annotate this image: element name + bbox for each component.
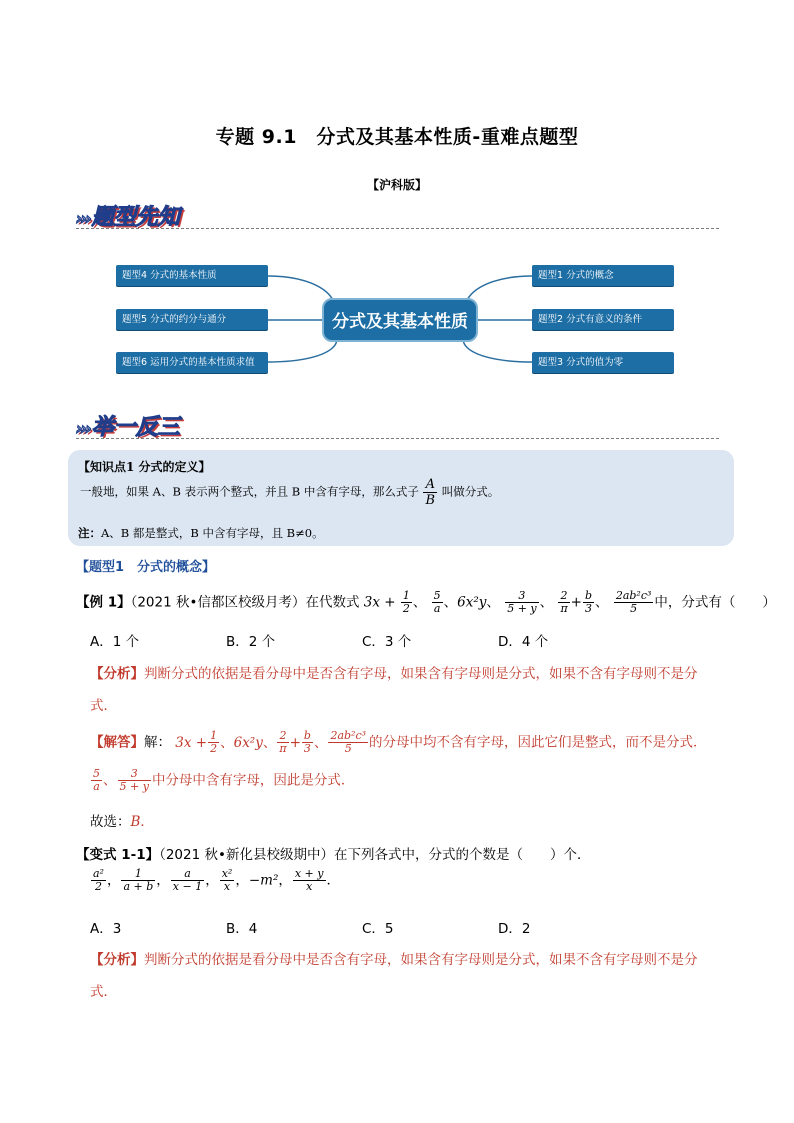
conclusion-answer: B <box>130 814 141 830</box>
banner-text: 举一反三 <box>91 415 180 440</box>
frac-numerator: 2ab²c³ <box>615 589 652 602</box>
variant-label: 【变式 1-1】 <box>76 847 160 863</box>
knowledge-note <box>78 525 324 541</box>
frac-numerator: A <box>423 477 437 493</box>
frac-denominator: 5 + y <box>507 602 537 615</box>
frac-denominator: x <box>223 880 231 893</box>
separator: 、 <box>595 594 609 611</box>
plus-sign: + <box>289 734 301 751</box>
example-label: 【例 1】 <box>76 594 131 611</box>
frac-denominator: 5 <box>344 742 352 755</box>
frac-denominator: a <box>93 780 100 793</box>
frac-5-a <box>91 768 102 793</box>
frac-a2-2 <box>91 868 106 893</box>
answer-prefix: 解： <box>144 734 171 751</box>
frac-numerator: 1 <box>121 868 155 881</box>
expr-6x2y: 6x²y <box>457 594 487 611</box>
frac-denominator: π <box>560 602 568 615</box>
option-b[interactable]: B．4 <box>226 921 258 937</box>
option-c[interactable]: C．5 <box>362 921 394 937</box>
knowledge-title: 【知识点1 分式的定义】 <box>78 460 211 474</box>
frac-numerator: a <box>171 868 204 881</box>
frac-numerator: a² <box>93 867 104 880</box>
example-1-answer-line2 <box>90 768 354 793</box>
answer-label: 【解答】 <box>90 734 144 751</box>
separator: 、 <box>412 594 427 611</box>
frac-a-x1 <box>171 868 204 893</box>
edition-label: 【沪科版】 <box>366 178 427 192</box>
option-b[interactable]: B．2 个 <box>226 634 276 650</box>
frac-2-pi <box>558 590 569 615</box>
mindmap-node-type3: 题型3 分式的值为零 <box>532 352 674 373</box>
variant-1-1-expressions <box>90 868 340 893</box>
frac-denominator: 3 <box>303 742 311 755</box>
frac-numerator: 3 <box>505 590 538 603</box>
frac-denominator: 2 <box>94 880 102 893</box>
frac-numerator: 3 <box>118 768 151 781</box>
frac-2-pi <box>277 730 288 755</box>
frac-b-3 <box>583 590 594 615</box>
expr-3x: 3x + <box>363 594 396 611</box>
frac-1-2 <box>401 590 412 615</box>
frac-numerator: x² <box>221 867 233 880</box>
expr-6x2y: 6x²y <box>233 734 263 751</box>
frac-3-5y <box>118 768 151 793</box>
frac-5-a <box>432 590 443 615</box>
example-1-analysis-cont: 式． <box>90 698 117 714</box>
mindmap-node-type6: 题型6 运用分式的基本性质求值 <box>116 352 268 373</box>
frac-denominator: B <box>425 493 436 508</box>
frac-1-ab <box>121 868 155 893</box>
plus-sign: + <box>570 594 582 611</box>
frac-2ab2c3-5 <box>614 590 654 615</box>
analysis-label: 【分析】 <box>90 666 144 682</box>
mindmap-node-type5: 题型5 分式的约分与通分 <box>116 309 268 330</box>
frac-x2-x <box>220 868 235 893</box>
example-tail: 中，分式有（ ） <box>654 594 776 611</box>
separator: 、 <box>313 734 328 751</box>
frac-numerator: 5 <box>433 589 441 602</box>
variant-1-1-analysis-cont: 式． <box>90 984 117 1000</box>
frac-denominator: x <box>306 880 313 893</box>
example-1-question <box>76 590 776 615</box>
period: ． <box>326 872 340 889</box>
answer-tail: 的分母中均不含有字母，因此它们是整式，而不是分式． <box>369 734 707 751</box>
analysis-text: 判断分式的依据是看分母中是否含有字母，如果含有字母则是分式，如果不含有字母则不是分 <box>144 952 698 968</box>
frac-numerator: 2 <box>277 730 288 743</box>
variant-source: （2021 秋•新化县校级期中）在下列各式中，分式的个数是（ ）个． <box>159 847 591 863</box>
example-1-analysis <box>90 662 698 682</box>
conclusion-prefix: 故选： <box>90 814 131 830</box>
frac-numerator: b <box>303 729 311 742</box>
frac-denominator: 5 + y <box>119 780 149 793</box>
note-text: A、B 都是整式，B 中含有字母，且 B≠0。 <box>101 526 324 540</box>
divider <box>76 228 719 229</box>
banner-question-types <box>76 200 180 231</box>
frac-numerator: x + y <box>294 867 324 880</box>
mindmap-node-type2: 题型2 分式有意义的条件 <box>532 309 674 330</box>
separator: 、 <box>486 594 500 611</box>
mindmap-node-type4: 题型4 分式的基本性质 <box>116 265 268 286</box>
frac-numerator: 2 <box>558 590 569 603</box>
frac-denominator: 5 <box>630 602 638 615</box>
example-source: （2021 秋•信都区校级月考）在代数式 <box>130 594 364 611</box>
separator: 、 <box>220 734 234 751</box>
option-d[interactable]: D．2 <box>498 921 531 937</box>
frac-3-5y <box>505 590 538 615</box>
conclusion-suffix: ． <box>140 814 154 830</box>
frac-denominator: π <box>279 742 287 755</box>
frac-numerator: b <box>584 589 593 602</box>
frac-denominator: a <box>433 602 441 615</box>
separator: 、 <box>103 772 117 789</box>
option-a[interactable]: A．1 个 <box>90 634 140 650</box>
variant-1-1-question <box>76 843 590 863</box>
page-title: 专题 9.1 分式及其基本性质-重难点题型 <box>215 126 579 148</box>
knowledge-definition <box>80 477 499 508</box>
mindmap-node-type1: 题型1 分式的概念 <box>532 265 674 286</box>
frac-denominator: a + b <box>123 880 154 893</box>
frac-denominator: x − 1 <box>172 880 203 893</box>
separator: 、 <box>539 594 554 611</box>
frac-1-2 <box>208 730 219 755</box>
banner-text: 题型先知 <box>91 205 180 230</box>
expr-3x: 3x + <box>175 734 208 751</box>
separator: ， <box>156 872 170 889</box>
banner-practice <box>76 410 180 441</box>
frac-numerator: 2ab²c³ <box>330 729 367 742</box>
expr-neg-m2: −m² <box>248 872 279 889</box>
option-a[interactable]: A．3 <box>90 921 122 937</box>
fraction-a-over-b <box>423 477 437 508</box>
frac-denominator: 2 <box>402 602 410 615</box>
mindmap-center-node: 分式及其基本性质 <box>322 298 478 342</box>
frac-numerator: 5 <box>93 767 100 780</box>
separator: ， <box>278 872 292 889</box>
definition-tail: 叫做分式。 <box>441 484 500 499</box>
frac-numerator: 1 <box>402 589 410 602</box>
option-d[interactable]: D．4 个 <box>498 634 549 650</box>
frac-numerator: 1 <box>210 729 218 742</box>
separator: ， <box>205 872 219 889</box>
separator: 、 <box>262 734 277 751</box>
answer-expressions <box>175 729 369 755</box>
banner-arrows-icon: ››› <box>76 209 90 228</box>
definition-text: 一般地，如果 A、B 表示两个整式，并且 B 中含有字母，那么式子 <box>80 484 419 499</box>
question-type-1-heading: 【题型1 分式的概念】 <box>76 560 216 575</box>
separator: 、 <box>443 594 458 611</box>
frac-denominator: 2 <box>210 742 218 755</box>
note-label: 注： <box>78 526 101 540</box>
frac-b-3 <box>302 730 313 755</box>
frac-denominator: 3 <box>585 602 592 615</box>
example-1-conclusion <box>90 810 154 830</box>
divider <box>76 438 719 439</box>
separator: ， <box>106 872 121 889</box>
option-c[interactable]: C．3 个 <box>362 634 412 650</box>
answer-line2-tail: 中分母中含有字母，因此是分式． <box>151 772 355 789</box>
example-1-answer <box>90 730 707 755</box>
variant-1-1-analysis <box>90 948 698 968</box>
analysis-text: 判断分式的依据是看分母中是否含有字母，如果含有字母则是分式，如果不含有字母则不是分 <box>144 666 698 682</box>
frac-2ab2c3-5 <box>328 730 368 755</box>
analysis-label: 【分析】 <box>90 952 144 968</box>
separator: ， <box>235 872 249 889</box>
frac-xy-x <box>293 868 326 893</box>
banner-arrows-icon: ››› <box>76 419 90 438</box>
